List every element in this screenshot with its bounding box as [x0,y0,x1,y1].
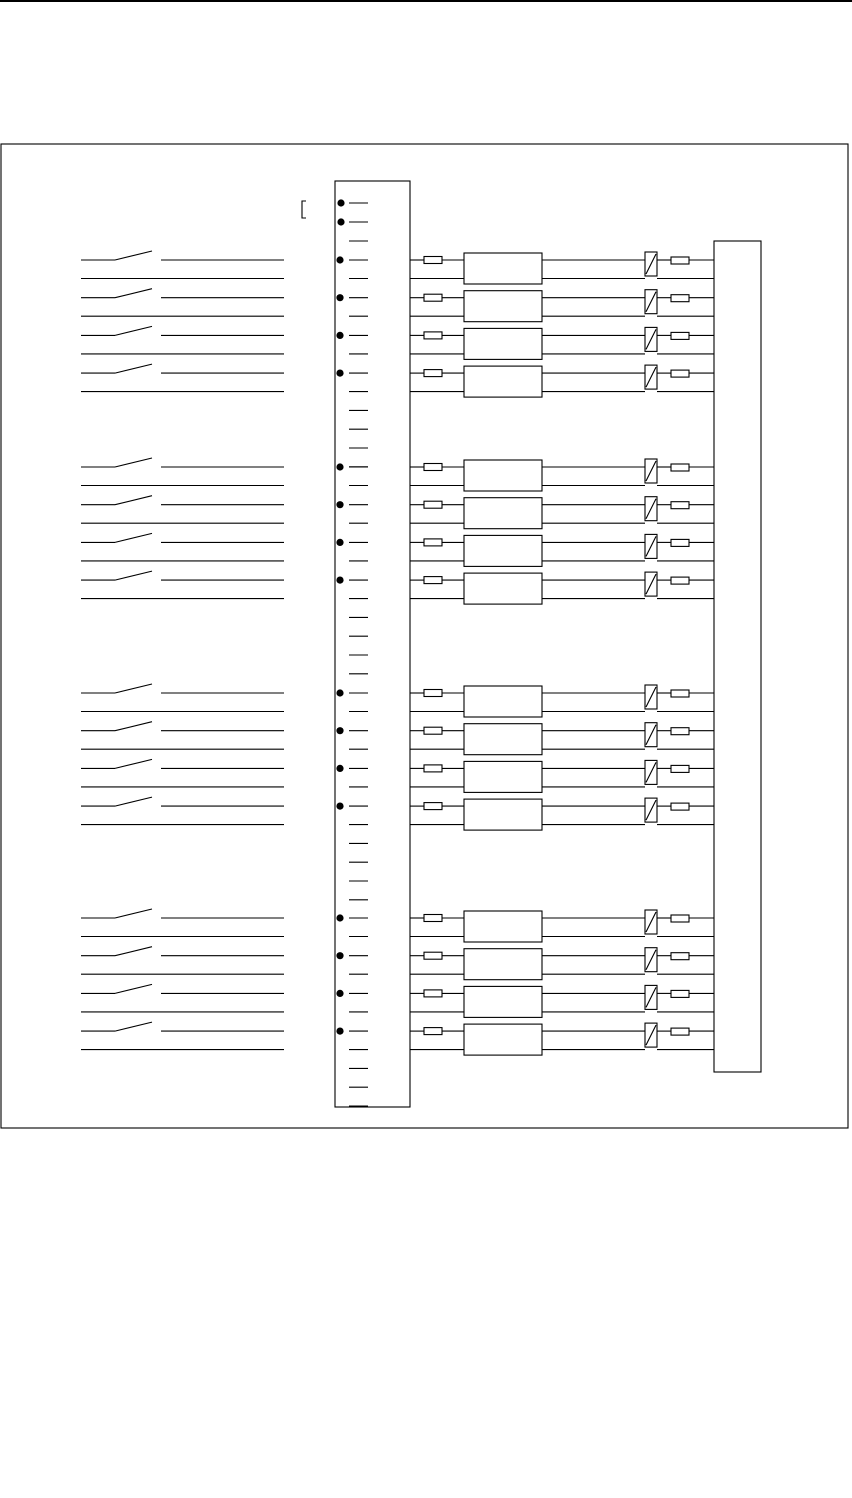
resistor [424,501,442,508]
module-box [464,573,542,604]
resistor [671,728,689,735]
resistor [671,332,689,339]
resistor [671,765,689,772]
module-box [464,761,542,792]
terminal-dot [336,803,343,810]
output-block [714,241,761,1072]
resistor [424,1028,442,1035]
resistor [424,332,442,339]
module-box [464,366,542,397]
resistor [671,539,689,546]
module-box [464,724,542,755]
terminal-dot [336,689,343,696]
resistor [671,464,689,471]
module-box [464,986,542,1017]
module-box [464,253,542,284]
resistor [671,1028,689,1035]
module-box [464,535,542,566]
resistor [424,577,442,584]
module-box [464,1024,542,1055]
module-box [464,799,542,830]
terminal-dot [336,539,343,546]
resistor [424,990,442,997]
resistor [424,464,442,471]
terminal-dot [337,199,344,206]
module-box [464,949,542,980]
module-box [464,328,542,359]
resistor [424,294,442,301]
terminal-dot [336,370,343,377]
resistor [424,803,442,810]
terminal-dot [336,256,343,263]
resistor [424,539,442,546]
resistor [671,577,689,584]
terminal-dot [337,218,344,225]
resistor [671,915,689,922]
resistor [424,257,442,264]
module-box [464,291,542,322]
terminal-dot [336,952,343,959]
resistor [671,990,689,997]
module-box [464,911,542,942]
resistor [424,952,442,959]
resistor [424,690,442,697]
terminal-dot [336,332,343,339]
terminal-dot [336,294,343,301]
resistor [671,953,689,960]
resistor [424,915,442,922]
resistor [424,765,442,772]
terminal-dot [336,463,343,470]
module-box [464,686,542,717]
terminal-dot [336,577,343,584]
resistor [424,370,442,377]
resistor [424,727,442,734]
module-box [464,460,542,491]
resistor [671,803,689,810]
terminal-dot [336,1028,343,1035]
terminal-dot [336,765,343,772]
terminal-dot [336,914,343,921]
resistor [671,502,689,509]
resistor [671,257,689,264]
terminal-dot [336,990,343,997]
resistor [671,370,689,377]
terminal-dot [336,727,343,734]
resistor [671,690,689,697]
resistor [671,295,689,302]
module-box [464,498,542,529]
terminal-strip [335,181,410,1107]
terminal-dot [336,501,343,508]
